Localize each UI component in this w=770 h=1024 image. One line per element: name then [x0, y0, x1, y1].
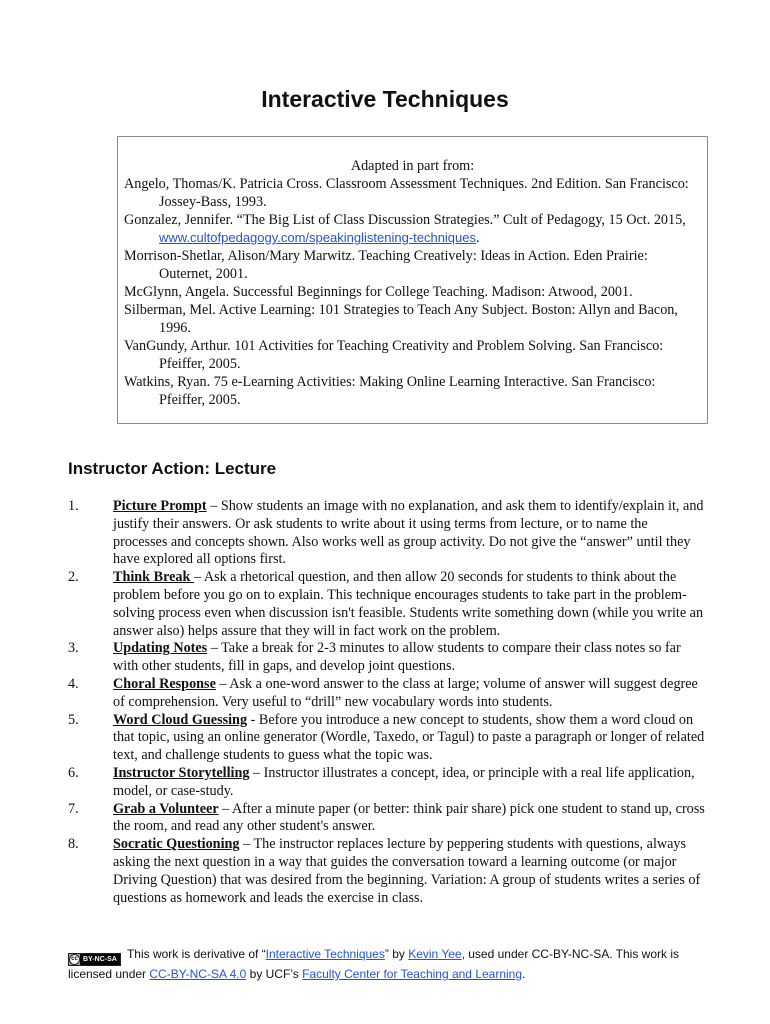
item-description: – The instructor replaces lecture by peppering students with questions, always asking the next question in a way that guides the conversation toward a learning outcome (or major Driving Question) that was desired from the beginning. Variation: A group of students writes a series of questions as homework and leads the exercise in class.	[113, 836, 701, 906]
item-name: Grab a Volunteer	[113, 800, 219, 817]
item-number: 4.	[68, 675, 79, 692]
list-item	[68, 569, 705, 640]
reference-link[interactable]: www.cultofpedagogy.com/speakinglistening-techniques	[159, 230, 477, 245]
item-name: Word Cloud Guessing	[113, 711, 248, 728]
item-number: 2.	[68, 569, 79, 586]
item-name: Instructor Storytelling	[113, 764, 250, 781]
item-number: 1.	[68, 498, 79, 514]
reference-entry: VanGundy, Arthur. 101 Activities for Teaching Creativity and Problem Solving. San Francisco: Pfeiffer, 2005.	[124, 338, 664, 372]
list-item	[68, 765, 705, 801]
reference-entry: McGlynn, Angela. Successful Beginnings for College Teaching. Madison: Atwood, 2001.	[124, 284, 633, 300]
list-item	[68, 640, 705, 676]
item-number: 7.	[68, 800, 79, 817]
item-name: Think Break	[113, 569, 194, 586]
item-name: Choral Response	[113, 675, 216, 692]
kevin-yee-link[interactable]: Kevin Yee	[408, 947, 462, 961]
reference-entry: Watkins, Ryan. 75 e-Learning Activities: Making Online Learning Interactive. San Francisco: Pfeiffer, 2005.	[124, 374, 656, 408]
item-description: – Ask a one-word answer to the class at large; volume of answer will suggest degree of comprehension. Very useful to “drill” new vocabulary words into students.	[113, 675, 698, 710]
interactive-techniques-link[interactable]: Interactive Techniques	[265, 947, 385, 961]
technique-list	[68, 498, 705, 907]
faculty-center-link[interactable]: Faculty Center for Teaching and Learning	[302, 967, 523, 981]
item-number: 6.	[68, 764, 79, 781]
references-heading: Adapted in part from:	[350, 158, 475, 174]
item-description: - Before you introduce a new concept to students, show them a word cloud on that topic, using an online generator (Wordle, Taxedo, or Tagul) to paste a paragraph or longer of related text, and challenge students to guess what the topic was.	[113, 711, 705, 764]
license-footer: cc BY-NC-SA This work is derivative of “Interactive Techniques” by Kevin Yee, used under CC-BY-NC-SA. This work is licensed under CC-BY-NC-SA 4.0 by UCF’s Faculty Center for Teaching and Learning.	[68, 947, 679, 981]
item-number: 3.	[68, 640, 79, 657]
list-item	[68, 836, 705, 907]
item-number: 8.	[68, 836, 79, 853]
page-title: Interactive Techniques	[261, 86, 509, 112]
item-description: – Show students an image with no explanation, and ask them to identify/explain it, and justify their answers. Or ask students to write about it using terms from lecture, or to name the processes and concepts shown. Also works well as group activity. Do not give the “answer” until they have explored all options first.	[113, 498, 704, 568]
item-name: Picture Prompt	[113, 498, 207, 514]
item-description: – After a minute paper (or better: think pair share) pick one student to stand up, cross the room, and read any other student's answer.	[113, 800, 705, 835]
item-name: Socratic Questioning	[113, 836, 240, 853]
reference-entry: Silberman, Mel. Active Learning: 101 Strategies to Teach Any Subject. Boston: Allyn and Bacon, 1996.	[124, 302, 678, 336]
list-item	[68, 676, 705, 712]
reference-entry: Gonzalez, Jennifer. “The Big List of Class Discussion Strategies.” Cult of Pedagogy, 15 Oct. 2015, www.cultofpedagogy.com/speakinglistening-techniques.	[124, 212, 686, 246]
reference-entry: Angelo, Thomas/K. Patricia Cross. Classroom Assessment Techniques. 2nd Edition. San Francisco: Jossey-Bass, 1993.	[124, 176, 689, 210]
references-box	[117, 136, 708, 424]
item-description: – Ask a rhetorical question, and then allow 20 seconds for students to think about the problem before you go on to explain. This technique encourages students to take part in the problem-solving process even when discussion isn't feasible. Students write something down (while you write an answer also) helps assure that they will in fact work on the problem.	[113, 569, 704, 639]
list-item	[68, 801, 705, 837]
item-name: Updating Notes	[113, 640, 208, 657]
list-item	[68, 712, 705, 765]
cc-license-icon: cc BY-NC-SA	[68, 953, 121, 966]
cc-license-link[interactable]: CC-BY-NC-SA 4.0	[149, 967, 247, 981]
section-heading: Instructor Action: Lecture	[68, 459, 277, 478]
item-description: – Instructor illustrates a concept, idea, or principle with a real life application, model, or case-study.	[113, 764, 695, 799]
reference-entry: Morrison-Shetlar, Alison/Mary Marwitz. Teaching Creatively: Ideas in Action. Eden Prairie: Outernet, 2001.	[124, 248, 648, 282]
list-item	[68, 498, 705, 569]
item-number: 5.	[68, 711, 79, 728]
item-description: – Take a break for 2-3 minutes to allow students to compare their class notes so far with other students, fill in gaps, and develop joint questions.	[113, 640, 681, 675]
